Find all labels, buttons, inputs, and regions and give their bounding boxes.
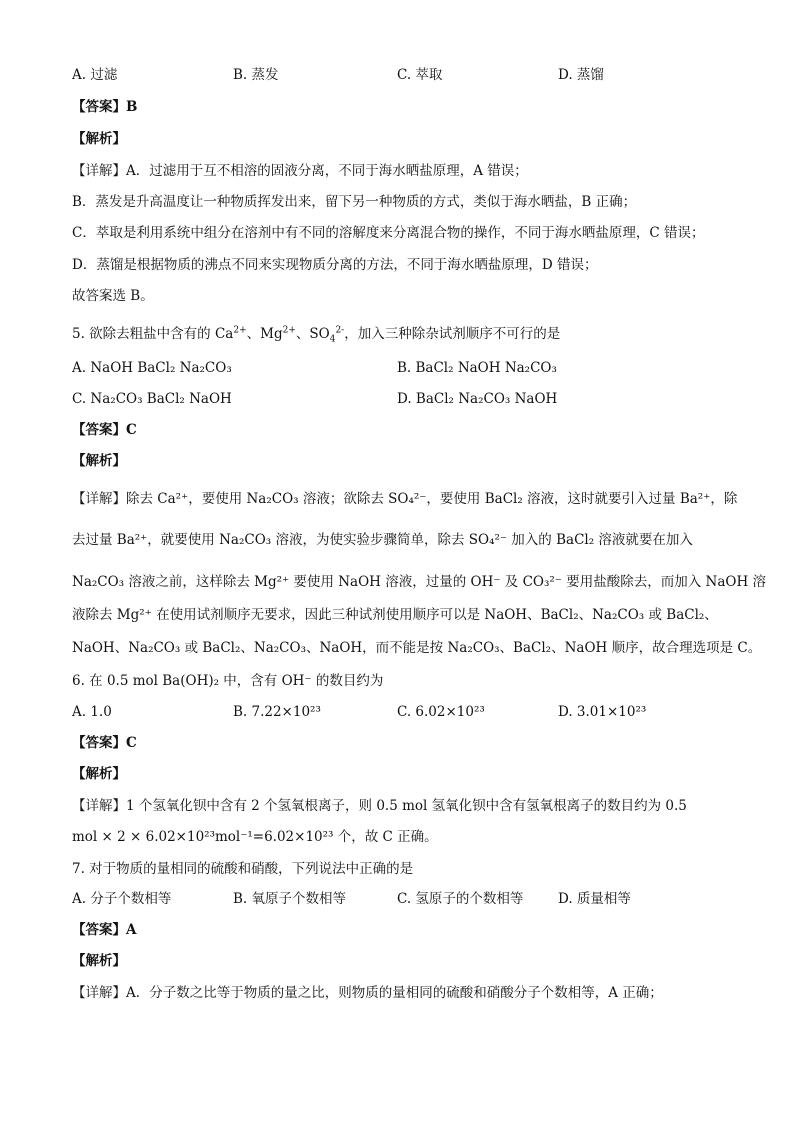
q6-detail-line: mol × 2 × 6.02×10²³mol⁻¹=6.02×10²³ 个，故 C 正确。 <box>72 829 438 845</box>
q7-option-a: A. 分子个数相等 <box>72 891 172 907</box>
q6-option-b: B. 7.22×10²³ <box>233 704 321 720</box>
q5-option-a: A. NaOH BaCl₂ Na₂CO₃ <box>72 360 232 376</box>
q5-detail-line: NaOH、Na₂CO₃ 或 BaCl₂、Na₂CO₃、NaOH，而不能是按 Na₂CO₃、BaCl₂、NaOH 顺序，故合理选项是 C。 <box>72 640 762 656</box>
q7-answer: 【答案】A <box>72 922 137 938</box>
q6-option-a: A. 1.0 <box>72 704 112 720</box>
q4-option-a: A. 过滤 <box>72 67 118 83</box>
q5-stem-part: 、SO <box>295 326 330 342</box>
q7-stem: 7. 对于物质的量相同的硫酸和硝酸，下列说法中正确的是 <box>72 861 414 877</box>
q7-option-c: C. 氢原子的个数相等 <box>397 891 524 907</box>
q7-option-b: B. 氧原子个数相等 <box>233 891 347 907</box>
q4-detail-line: C．萃取是利用系统中组分在溶剂中有不同的溶解度来分离混合物的操作，不同于海水晒盐原理，C 错误； <box>72 225 705 241</box>
q7-option-d: D. 质量相等 <box>558 891 631 907</box>
q6-analysis-label: 【解析】 <box>72 766 126 782</box>
q6-option-d: D. 3.01×10²³ <box>558 704 647 720</box>
q5-detail-line: Na₂CO₃ 溶液之前，这样除去 Mg²⁺ 要使用 NaOH 溶液，过量的 OH⁻ 及 CO₃²⁻ 要用盐酸除去，而加入 NaOH 溶 <box>72 574 767 590</box>
q4-answer: 【答案】B <box>72 99 138 115</box>
q5-sup: 2+ <box>233 325 247 336</box>
q5-stem-part: 5. 欲除去粗盐中含有的 Ca <box>72 326 234 342</box>
q5-analysis-label: 【解析】 <box>72 453 126 469</box>
q4-option-d: D. 蒸馏 <box>558 67 604 83</box>
q6-answer: 【答案】C <box>72 735 137 751</box>
q5-sub: 4 <box>329 334 336 345</box>
q4-detail-line: D．蒸馏是根据物质的沸点不同来实现物质分离的方法，不同于海水晒盐原理，D 错误； <box>72 257 598 273</box>
q5-option-c: C. Na₂CO₃ BaCl₂ NaOH <box>72 391 232 407</box>
q5-stem-part: ，加入三种除杂试剂顺序不可行的是 <box>344 326 561 342</box>
q4-detail-line: 故答案选 B。 <box>72 288 154 304</box>
q5-option-d: D. BaCl₂ Na₂CO₃ NaOH <box>397 391 558 407</box>
q5-detail-line: 【详解】除去 Ca²⁺，要使用 Na₂CO₃ 溶液；欲除去 SO₄²⁻，要使用 BaCl₂ 溶液，这时就要引入过量 Ba²⁺，除 <box>72 491 738 507</box>
q5-sup: 2- <box>335 325 345 336</box>
q6-stem: 6. 在 0.5 mol Ba(OH)₂ 中，含有 OH⁻ 的数目约为 <box>72 673 384 689</box>
q5-stem <box>72 325 560 343</box>
q7-detail-line: 【详解】A．分子数之比等于物质的量之比，则物质的量相同的硫酸和硝酸分子个数相等，A 正确； <box>72 985 663 1001</box>
q5-detail-line: 液除去 Mg²⁺ 在使用试剂顺序无要求，因此三种试剂使用顺序可以是 NaOH、BaCl₂、Na₂CO₃ 或 BaCl₂、 <box>72 607 718 623</box>
q4-option-b: B. 蒸发 <box>233 67 279 83</box>
q5-answer: 【答案】C <box>72 422 137 438</box>
q4-analysis-label: 【解析】 <box>72 131 126 147</box>
q6-option-c: C. 6.02×10²³ <box>397 704 485 720</box>
q5-stem-part: 、Mg <box>246 326 283 342</box>
q5-detail-line: 去过量 Ba²⁺，就要使用 Na₂CO₃ 溶液，为使实验步骤简单，除去 SO₄²⁻ 加入的 BaCl₂ 溶液就要在加入 <box>72 532 693 548</box>
q5-sup: 2+ <box>282 325 296 336</box>
q6-detail-line: 【详解】1 个氢氧化钡中含有 2 个氢氧根离子，则 0.5 mol 氢氧化钡中含有氢氧根离子的数目约为 0.5 <box>72 798 687 814</box>
q7-analysis-label: 【解析】 <box>72 953 126 969</box>
q4-detail-line: B．蒸发是升高温度让一种物质挥发出来，留下另一种物质的方式，类似于海水晒盐，B 正确； <box>72 194 637 210</box>
q4-detail-line: 【详解】A．过滤用于互不相溶的固液分离，不同于海水晒盐原理，A 错误； <box>72 163 528 179</box>
q5-option-b: B. BaCl₂ NaOH Na₂CO₃ <box>397 360 557 376</box>
q4-option-c: C. 萃取 <box>397 67 443 83</box>
